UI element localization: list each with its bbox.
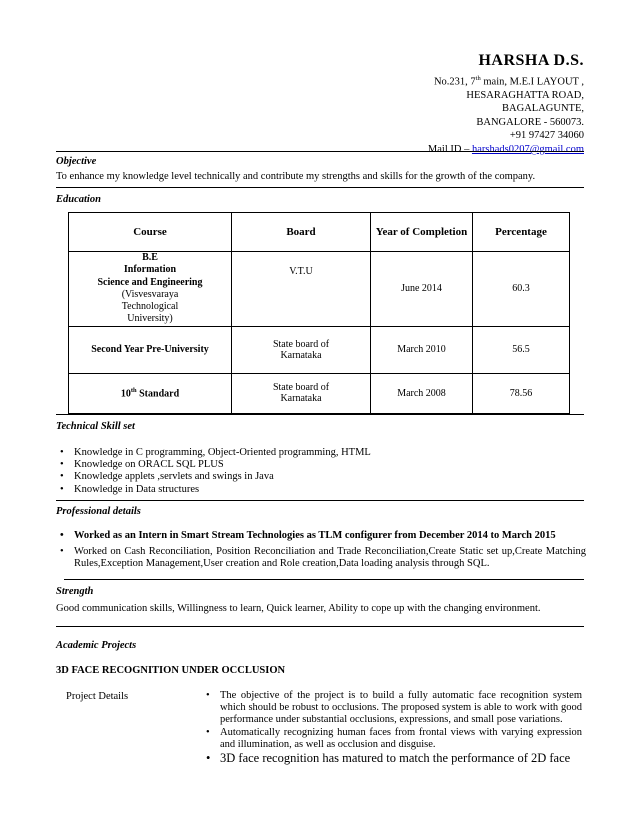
objective-title: Objective xyxy=(56,156,97,167)
list-item: • Knowledge in C programming, Object-Oriented programming, HTML xyxy=(56,447,576,459)
professional-title: Professional details xyxy=(56,506,141,517)
projects-title: Academic Projects xyxy=(56,640,137,651)
table-header-row xyxy=(69,213,570,252)
list-item: • The objective of the project is to build a fully automatic face recognition system which should be robust to occlusions. The proposed system is able to work with good performance under substantial occlusions, expressions, and small pose variations. xyxy=(202,690,582,727)
year-cell: March 2010 xyxy=(371,326,473,373)
course-cell: 10th Standard xyxy=(69,373,232,413)
candidate-name: HARSHA D.S. xyxy=(478,52,584,69)
project-details-label: Project Details xyxy=(66,691,129,702)
table-row xyxy=(69,373,570,413)
list-item: • Worked as an Intern in Smart Stream Technologies as TLM configurer from December 2014 to March 2015 xyxy=(56,530,586,543)
project-details-list xyxy=(202,690,582,766)
list-item: • Worked on Cash Reconciliation, Position Reconciliation and Trade Reconciliation,Create Static set up,Create Matching Rules,Exception Management,User creation and Role creation,Data loading analysis through SQL. xyxy=(56,546,586,571)
contact-header xyxy=(428,54,584,157)
course-cell: B.E Information Science and Engineering (Visvesvaraya Technological University) xyxy=(69,252,232,327)
header-percentage: Percentage xyxy=(473,213,570,252)
skills-list xyxy=(56,447,576,496)
percentage-cell: 56.5 xyxy=(473,326,570,373)
percentage-cell: 60.3 xyxy=(473,252,570,327)
education-table xyxy=(68,212,570,414)
course-cell: Second Year Pre-University xyxy=(69,326,232,373)
divider xyxy=(56,500,584,501)
year-cell: June 2014 xyxy=(371,252,473,327)
skills-title: Technical Skill set xyxy=(56,421,135,432)
table-row xyxy=(69,326,570,373)
strength-title: Strength xyxy=(56,586,94,597)
divider xyxy=(56,414,584,415)
table-row xyxy=(69,252,570,327)
header-year: Year of Completion xyxy=(371,213,473,252)
list-item: • Knowledge applets ,servlets and swings in Java xyxy=(56,471,576,483)
divider xyxy=(56,187,584,188)
list-item: • Knowledge in Data structures xyxy=(56,484,576,496)
divider xyxy=(64,579,584,580)
list-item: • 3D face recognition has matured to match the performance of 2D face xyxy=(202,751,582,766)
header-course: Course xyxy=(69,213,232,252)
professional-list xyxy=(56,530,586,571)
email-link[interactable]: harshads0207@gmail.com xyxy=(471,144,584,156)
phone-number: +91 97427 34060 xyxy=(509,130,584,142)
board-cell: V.T.U xyxy=(232,252,371,327)
address-line-2: HESARAGHATTA ROAD, xyxy=(466,89,584,101)
divider xyxy=(56,626,584,627)
address-line-3: BAGALAGUNTE, xyxy=(502,103,584,115)
objective-text: To enhance my knowledge level technically and contribute my strengths and skills for the growth of the company. xyxy=(56,171,536,182)
percentage-cell: 78.56 xyxy=(473,373,570,413)
strength-text: Good communication skills, Willingness to learn, Quick learner, Ability to cope up with the changing environment. xyxy=(56,603,541,614)
address-line-1: No.231, 7th main, M.E.I LAYOUT , xyxy=(433,74,584,88)
year-cell: March 2008 xyxy=(371,373,473,413)
address-line-4: BANGALORE - 560073. xyxy=(476,116,584,128)
list-item: • Automatically recognizing human faces from frontal views with varying expression and illumination, as well as occlusion and disguise. xyxy=(202,727,582,751)
divider xyxy=(56,151,584,152)
list-item: • Knowledge on ORACL SQL PLUS xyxy=(56,459,576,471)
project-name: 3D FACE RECOGNITION UNDER OCCLUSION xyxy=(56,665,286,676)
board-cell: State board of Karnataka xyxy=(232,373,371,413)
email-line: Mail ID – harshads0207@gmail.com xyxy=(427,144,584,156)
header-board: Board xyxy=(232,213,371,252)
board-cell: State board of Karnataka xyxy=(232,326,371,373)
education-title: Education xyxy=(56,194,101,205)
